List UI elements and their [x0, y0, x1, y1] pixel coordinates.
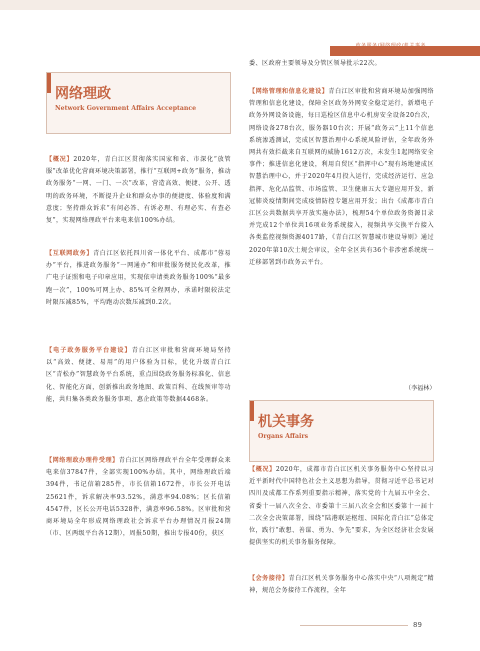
paragraph-text: 青白江区网络理政平台全年受理群众来电来信37847件，全部实现100%办结。其中，网络理政后端394件，书记信箱285件，市长信箱1672件，市长公开电话25621件，诉求解决率93.52%，满意率94.08%；区长信箱4547件，区长公开电话5328件，满意率96.58%。区审批和营商环境局全年形成网络理政社会诉求平台办理情况月报24期（市、区两级平台各12期），周报50期，推出专报40份，获区	[46, 457, 231, 538]
section-accent	[250, 401, 254, 421]
paragraph-text: 青白江区审批和营商环境局加强网络管理和信息化建设，保障全区政务外网安全稳定运行，新增电子政务外网设备设施，每日巡检区信息中心机房安全设备20台次，网络设备278台次，服务器10台次；开展“政务云”上11个信息系统渗透测试，完成区智慧治理中心系统风险评估，全年政务外网共有效拦截来自互联网的威胁1612万次，未发生1起网络安全事件；推进信息化建设，利用自贸区“指挥中心”现有场地建成区智慧治理中心，并于2020年4月投入运行，完成经济运行、应急指挥、危化品监管、市场监管、卫生健康五大专题应用开发，新冠肺炎疫情期间完成疫情防控专题应用开发；出台《成都市青白江区公共数据共享开放实施办法》，梳理54个单位政务资源目录并完成12个单位共16项业务系统接入，视频共享交换平台接入各类监控视频资源4017路，《青白江区智慧城市建设导则》通过2020年第10次土规会审议，全年全区共有36个非涉密系统统一迁移部署到市政务云平台。	[249, 88, 434, 266]
paragraph	[46, 154, 231, 227]
section-accent	[47, 73, 51, 93]
section-title-en: Network Government Affairs Acceptance	[55, 105, 197, 112]
paragraph-text: 2020年，青白江区贯彻落实国家和省、市深化“放管服”改革优化营商环境决策部署，推行“互联网+政务”服务，推动政务服务“一网、一门、一次”改革，营造高效、便捷、公开、透明的政务环境，不断提升企业和群众办事的便捷度、体验度和满意度；坚持群众诉求“有问必答、有诉必理、有理必实、有查必复”，实现网络理政平台来电来信100%办结。	[46, 156, 231, 225]
header-stripe	[0, 0, 480, 10]
paragraph	[249, 464, 434, 549]
paragraph-tag: 【电子政务服务平台建设】	[46, 347, 132, 354]
section-header-organs	[249, 400, 434, 462]
paragraph-tag: 【互联网政务】	[46, 250, 94, 257]
section-title-cn: 机关事务	[258, 414, 314, 430]
paragraph-tag: 【网络理政办理件受理】	[46, 457, 119, 464]
page-number: 89	[413, 621, 422, 629]
section-title-en: Organs Affairs	[258, 433, 309, 440]
paragraph	[46, 248, 231, 309]
paragraph-text: 青白江区审批和营商环境局坚持以“高效、便捷、易用”的用户体验为目标，优化升级青白江区“青松办”智慧政务平台系统，重点围绕政务服务标准化、信息化、智能化方面，创新推出政务地图、政策百科、在线预审等功能，共归集各类政务服务事项、惠企政策等数据4468条。	[46, 347, 231, 403]
paragraph-tag: 【网络管理和信息化建设】	[249, 88, 329, 95]
paragraph-tag: 【概况】	[46, 156, 74, 163]
paragraph	[46, 455, 231, 540]
paragraph-tag: 【概况】	[249, 466, 276, 473]
paragraph	[46, 345, 231, 406]
author-credit: （李福林）	[405, 385, 436, 392]
paragraph-text: 2020年，成都市青白江区机关事务服务中心坚持以习近平新时代中国特色社会主义思想为指导，贯彻习近平总书记对四川及成都工作系列重要指示精神，落实党的十九届五中全会、省委十一届八次全会、市委第十三届八次全会和区委第十一届十二次全会决策部署，围绕“陆港联运枢纽、国际化青白江”总体定位，践行“敢想、善谋、勇为、争先”要求，为全区经济社会发展提供坚实的机关事务服务保障。	[249, 466, 434, 547]
paragraph-continuation: 委、区政府主要领导及分管区领导批示22次。	[249, 60, 381, 67]
section-header-network	[46, 72, 231, 134]
paragraph-tag: 【会务接待】	[249, 575, 289, 582]
paragraph	[249, 86, 434, 269]
section-title-cn: 网络理政	[55, 86, 111, 102]
paragraph	[249, 573, 434, 597]
page-header	[0, 0, 480, 58]
footer-rule	[300, 625, 408, 626]
breadcrumb: 政务服务/网络理政/机关事务	[355, 43, 426, 49]
paragraph-text: 青白江区依托四川省一体化平台、成都市“蓉易办”平台，推进政务服务“一网通办”和审批服务便民化改革，推广电子证照和电子印章应用，实现依申请类政务服务100%“最多跑一次”，100%可网上办、85%可全程网办，承诺时限较法定时限压减85%，平均跑动次数压减到0.2次。	[46, 250, 232, 306]
paragraph-text: 青白江区机关事务服务中心落实中央“八项规定”精神，规范会务接待工作流程，全年	[249, 575, 434, 595]
